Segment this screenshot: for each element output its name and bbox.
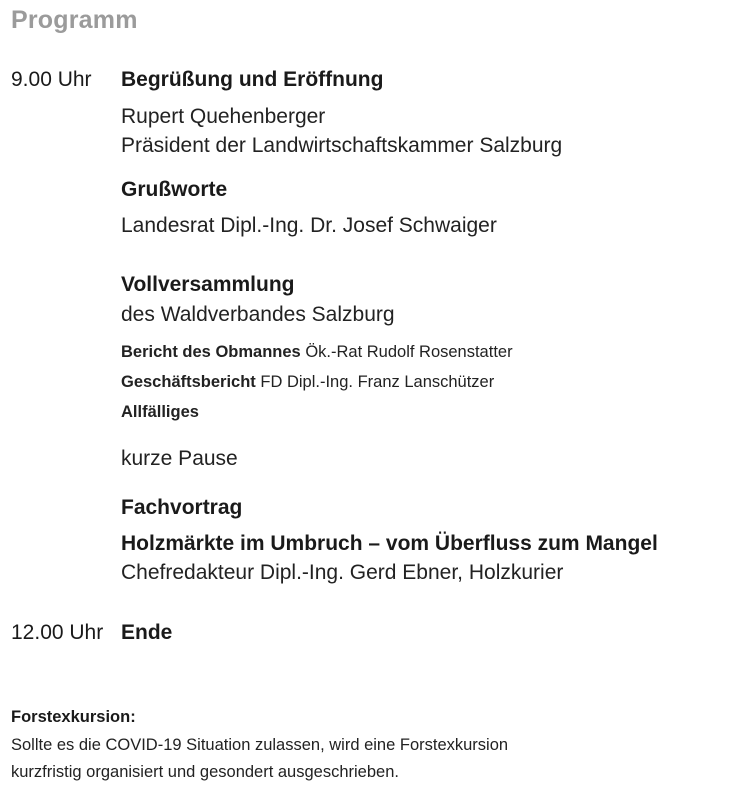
excursion-line-1: Sollte es die COVID-19 Situation zulassen, wird eine Forstexkursion [11, 736, 509, 754]
end-label: Ende [121, 621, 173, 644]
greetings-speaker: Landesrat Dipl.-Ing. Dr. Josef Schwaiger [121, 214, 497, 237]
assembly-item-label: Allfälliges [121, 403, 199, 421]
page-title: Programm [11, 6, 138, 34]
assembly-item-report [121, 343, 513, 362]
assembly-item-business-report [121, 373, 494, 392]
assembly-item-person: FD Dipl.-Ing. Franz Lanschützer [260, 373, 495, 391]
assembly-item-label: Geschäftsbericht [121, 373, 256, 391]
pause-text: kurze Pause [121, 447, 238, 470]
lecture-speaker: Chefredakteur Dipl.-Ing. Gerd Ebner, Holzkurier [121, 561, 564, 584]
lecture-heading: Fachvortrag [121, 496, 243, 519]
lecture-title: Holzmärkte im Umbruch – vom Überfluss zum Mangel [121, 532, 658, 555]
assembly-subheading: des Waldverbandes Salzburg [121, 303, 395, 326]
end-time: 12.00 Uhr [11, 621, 104, 644]
opening-speaker: Rupert Quehenberger [121, 105, 326, 128]
excursion-line-2: kurzfristig organisiert und gesondert ausgeschrieben. [11, 763, 399, 781]
greetings-heading: Grußworte [121, 178, 228, 201]
opening-heading: Begrüßung und Eröffnung [121, 68, 384, 91]
opening-role: Präsident der Landwirtschaftskammer Salzburg [121, 134, 563, 157]
assembly-heading: Vollversammlung [121, 273, 295, 296]
assembly-item-person: Ök.-Rat Rudolf Rosenstatter [305, 343, 513, 361]
assembly-item-label: Bericht des Obmannes [121, 343, 301, 361]
excursion-heading: Forstexkursion: [11, 708, 136, 726]
start-time: 9.00 Uhr [11, 68, 92, 91]
assembly-item-misc [121, 403, 199, 422]
